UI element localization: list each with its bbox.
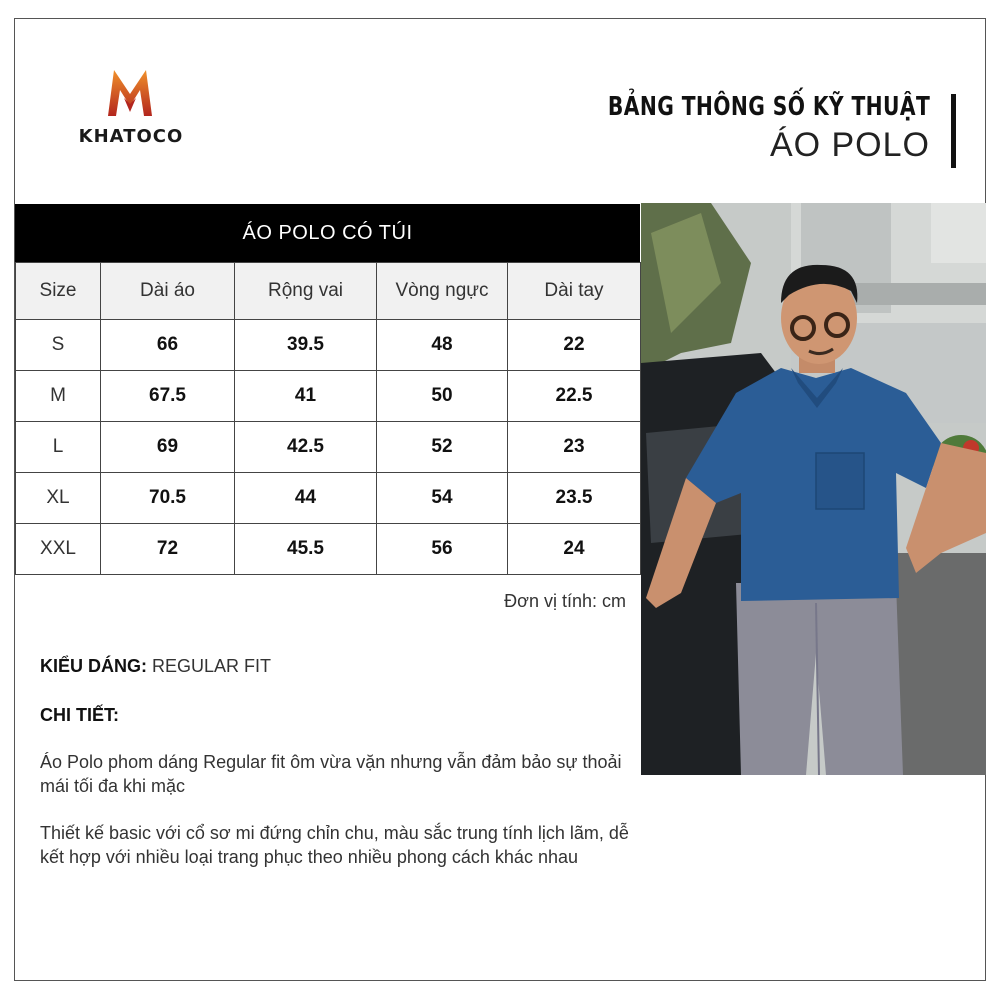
table-cell: 72 [101,524,235,575]
details-paragraph: Áo Polo phom dáng Regular fit ôm vừa vặn nhưng vẫn đảm bảo sự thoải mái tối đa khi mặc [40,752,622,796]
table-cell: 24 [508,524,641,575]
table-cell: 23.5 [508,473,641,524]
model-photo [641,203,986,775]
title-accent-bar [951,94,956,168]
page-title [517,92,930,165]
table-cell: 23 [508,422,641,473]
fit-line [40,656,630,677]
table-cell: 41 [235,371,377,422]
size-chart [15,204,640,575]
fit-label: KIỂU DÁNG: [40,656,147,676]
model-photo-illustration [641,203,986,775]
column-header: Rộng vai [235,263,377,320]
table-row [16,320,641,371]
table-header-row [16,263,641,320]
table-cell: 66 [101,320,235,371]
fit-value: REGULAR FIT [152,656,272,676]
table-cell: 67.5 [101,371,235,422]
table-cell: 50 [377,371,508,422]
size-cell: XXL [16,524,101,575]
product-title: ÁO POLO [769,126,930,164]
size-cell: M [16,371,101,422]
brand-logo [70,68,192,148]
column-header: Vòng ngực [377,263,508,320]
table-cell: 42.5 [235,422,377,473]
unit-note: Đơn vị tính: cm [504,591,626,611]
spec-table-title: BẢNG THÔNG SỐ KỸ THUẬT [607,92,930,122]
size-table [15,262,641,575]
table-row [16,473,641,524]
table-cell: 45.5 [235,524,377,575]
table-cell: 44 [235,473,377,524]
size-cell: L [16,422,101,473]
km-monogram-logo-icon [104,68,156,118]
size-cell: XL [16,473,101,524]
table-cell: 54 [377,473,508,524]
details-heading: CHI TIẾT: [40,705,119,725]
details-paragraph: Thiết kế basic với cổ sơ mi đứng chỉn chu, màu sắc trung tính lịch lãm, dễ kết hợp với nhiều loại trang phục theo nhiều phong cách khác nhau [40,823,629,867]
table-row [16,524,641,575]
table-cell: 56 [377,524,508,575]
column-header: Size [16,263,101,320]
table-cell: 22.5 [508,371,641,422]
column-header: Dài áo [101,263,235,320]
table-cell: 70.5 [101,473,235,524]
table-cell: 69 [101,422,235,473]
table-cell: 22 [508,320,641,371]
brand-name: KHATOCO [78,126,184,147]
size-chart-caption: ÁO POLO CÓ TÚI [15,204,640,262]
table-row [16,422,641,473]
table-cell: 48 [377,320,508,371]
size-cell: S [16,320,101,371]
table-row [16,371,641,422]
table-cell: 39.5 [235,320,377,371]
column-header: Dài tay [508,263,641,320]
table-cell: 52 [377,422,508,473]
